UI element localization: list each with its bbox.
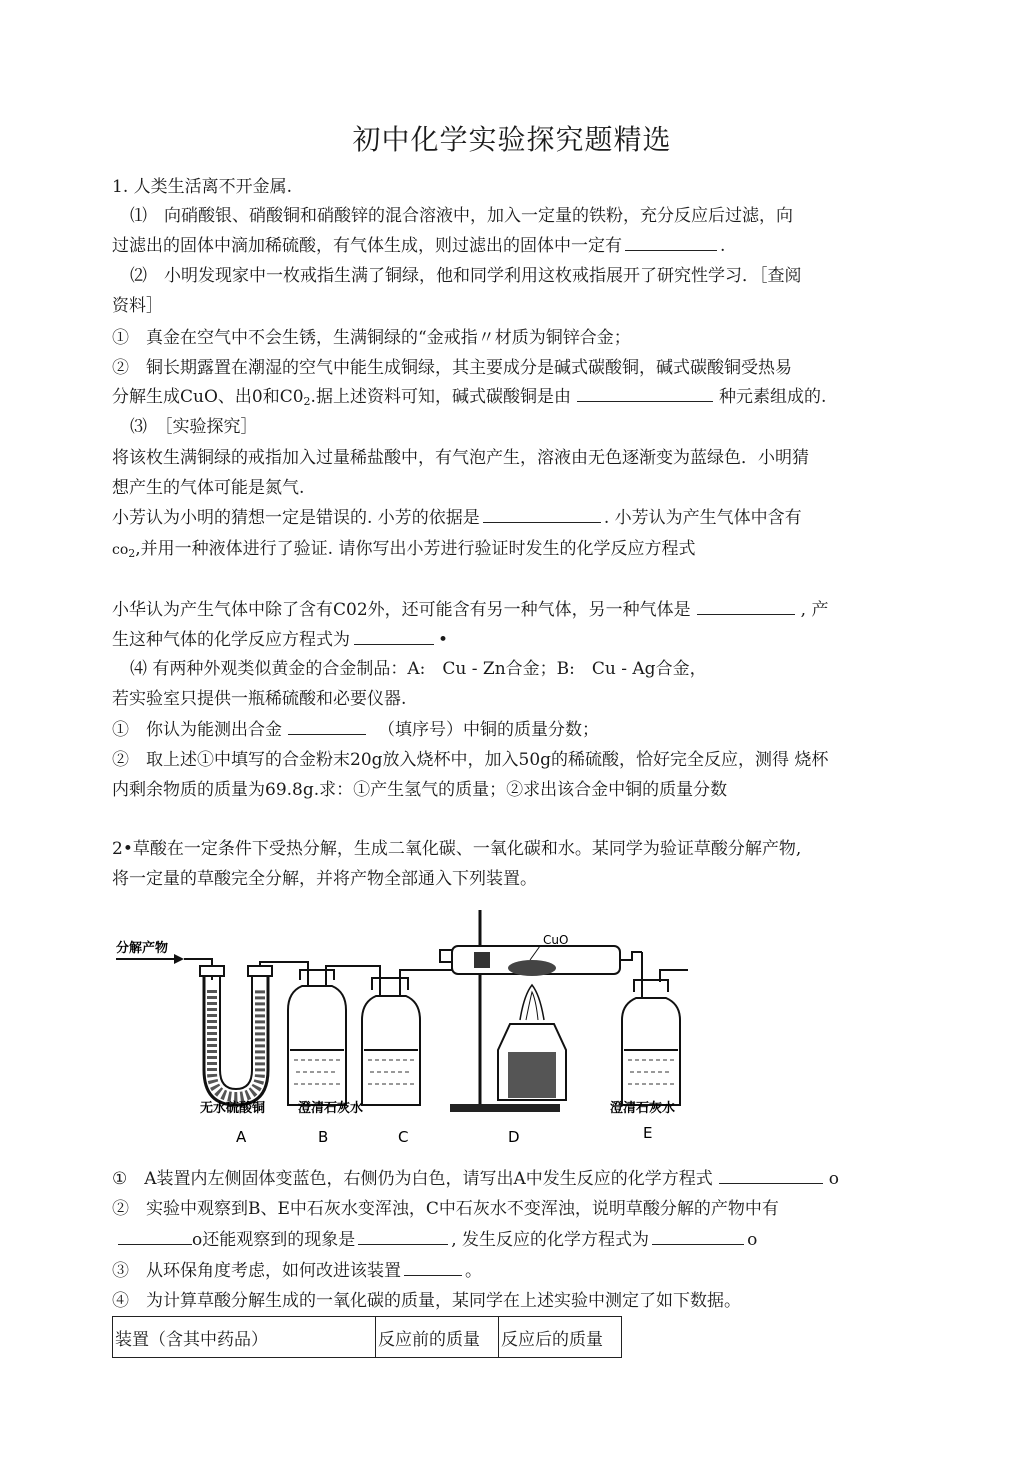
label-cuo: CuO [543,933,569,947]
answer-blank[interactable] [719,1169,823,1184]
q1-part3-line1: 将该枚生满铜绿的戒指加入过量稀盐酸中，有气泡产生，溶液由无色逐渐变为蓝绿色．小明猜 [112,448,809,468]
q1-part1-line2-text: 过滤出的固体中滴加稀硫酸，有气体生成，则过滤出的固体中一定有 [112,236,622,256]
bottle-e [622,952,688,1105]
q1-part3-heading: ⑶ ［实验探究］ [130,417,258,437]
q1-part4-line4: ② 取上述①中填写的合金粉末20g放入烧杯中，加入50g的稀硫酸，恰好完全反应，测得 烧杯 [112,750,829,770]
q2-sub1 [112,1168,839,1190]
letter-b: B [318,1128,329,1146]
q1-part3-line6-text-a: 生这种气体的化学反应方程式为 [112,630,350,650]
q1-part3-line5 [112,599,828,621]
q2-sub2-line2 [112,1229,757,1251]
q1-part4-line3-text-a: ① 你认为能测出合金 [112,720,282,740]
q2-sub1-end: o [828,1169,840,1189]
page-title: 初中化学实验探究题精选 [352,123,672,156]
letter-a: A [236,1128,247,1146]
q1-part3-line5-text-b: , 产 [800,600,829,620]
q1-part3-line6 [112,629,448,651]
q2-sub2-text-b: , 发生反应的化学方程式为 [451,1230,650,1250]
q1-part4-line1: ⑷ 有两种外观类似黄金的合金制品：A: Cu - Zn合金；B: Cu - Ag合金， [130,659,707,679]
q1-part3-co: co [112,542,129,558]
answer-blank[interactable] [625,236,717,251]
q2-sub3-end: 。 [465,1261,482,1281]
table-header-row [113,1317,622,1358]
q1-part3-line2: 想产生的气体可能是氮气. [112,478,305,498]
heating-apparatus-d [440,910,642,1112]
subscript: 2 [128,547,136,560]
q2-sub2-line1: ② 实验中观察到B、E中石灰水变浑浊，C中石灰水不变浑浊，说明草酸分解的产物中有 [112,1199,779,1219]
answer-blank[interactable] [697,600,795,615]
mass-data-table [112,1316,622,1358]
q2-line1: 2•草酸在一定条件下受热分解，生成二氧化碳、一氧化碳和水。某同学为验证草酸分解产物, [112,839,802,859]
q1-part1-line2-end: . [720,236,726,256]
q2-sub3 [112,1260,482,1282]
q2-sub3-text: ③ 从环保角度考虑，如何改进该装置 [112,1261,401,1281]
arrow-head-icon [174,954,184,964]
answer-blank[interactable] [483,508,601,523]
q2-sub4: ④ 为计算草酸分解生成的一氧化碳的质量，某同学在上述实验中测定了如下数据。 [112,1291,741,1311]
letter-c: C [398,1128,409,1146]
label-limewater-bc: 澄清石灰水 [298,1101,364,1116]
answer-blank[interactable] [577,387,713,402]
label-decomposition-products: 分解产物 [116,941,169,956]
q2-sub1-text: ① A装置内左侧固体变蓝色，右侧仍为白色，请写出A中发生反应的化学方程式 [112,1169,713,1189]
label-anhydrous-copper-sulfate: 无水硫酸铜 [200,1101,266,1116]
subscript: 2 [303,395,311,408]
table-header-before: 反应前的质量 [376,1317,499,1358]
letter-d: D [508,1128,520,1146]
q2-line2: 将一定量的草酸完全分解，并将产物全部通入下列装置。 [112,869,537,889]
q1-part3-line3-text-a: 小芳认为小明的猜想一定是错误的. 小芳的依据是 [112,508,480,528]
label-limewater-e: 澄清石灰水 [610,1101,676,1116]
answer-blank[interactable] [288,720,366,735]
q1-reference-2-line1: ② 铜长期露置在潮湿的空气中能生成铜绿，其主要成分是碱式碳酸铜，碱式碳酸铜受热易 [112,358,792,378]
q2-sub2-end: o [747,1230,758,1250]
answer-blank[interactable] [404,1261,462,1276]
q1-part4-line2: 若实验室只提供一瓶稀硫酸和必要仪器. [112,689,407,709]
answer-blank[interactable] [354,630,434,645]
q1-intro: 1. 人类生活离不开金属. [112,177,293,197]
table-header-after: 反应后的质量 [499,1317,622,1358]
table-header-device: 装置（含其中药品） [113,1317,376,1358]
q1-part3-line3 [112,507,802,529]
q1-reference-2-end: 种元素组成的. [718,387,827,407]
q1-part3-line5-text-a: 小华认为产生气体中除了含有C02外，还可能含有另一种气体，另一种气体是 [112,600,691,620]
q1-part1-line2 [112,235,725,257]
answer-blank[interactable] [358,1230,448,1245]
q1-part4-line5: 内剩余物质的质量为69.8g.求：①产生氢气的质量；②求出该合金中铜的质量分数 [112,780,728,800]
q1-part3-line4 [112,538,696,565]
answer-blank[interactable] [118,1230,192,1245]
q1-part4-line3 [112,719,599,741]
q1-part2-line1: ⑵ 小明发现家中一枚戒指生满了铜绿，他和同学利用这枚戒指展开了研究性学习．［查阅 [130,266,802,286]
q1-part3-line6-text-b: • [438,630,449,650]
bottle-c [362,962,452,1105]
answer-blank[interactable] [652,1230,744,1245]
q1-part1-line1: ⑴ 向硝酸银、硝酸铜和硝酸锌的混合溶液中，加入一定量的铁粉，充分反应后过滤，向 [130,206,793,226]
apparatus-diagram [100,900,710,1160]
q2-sub2-text-a: o还能观察到的现象是 [192,1230,356,1250]
q1-reference-2-text-b: .据上述资料可知，碱式碳酸铜是由 [310,387,571,407]
q1-part3-line3-text-b: . 小芳认为产生气体中含有 [603,508,802,528]
q1-reference-1: ① 真金在空气中不会生锈，生满铜绿的“金戒指〃材质为铜锌合金； [112,328,631,348]
letter-e: E [643,1124,653,1142]
q1-reference-2-text-a: 分解生成CuO、出0和C0 [112,387,304,407]
q1-reference-2-line2 [112,386,826,413]
q1-part4-line3-text-b: （填序号）中铜的质量分数； [378,720,599,740]
q1-part3-line4-text: ,并用一种液体进行了验证. 请你写出小芳进行验证时发生的化学反应方程式 [135,539,696,559]
q1-part2-line2: 资料］ [112,296,163,316]
